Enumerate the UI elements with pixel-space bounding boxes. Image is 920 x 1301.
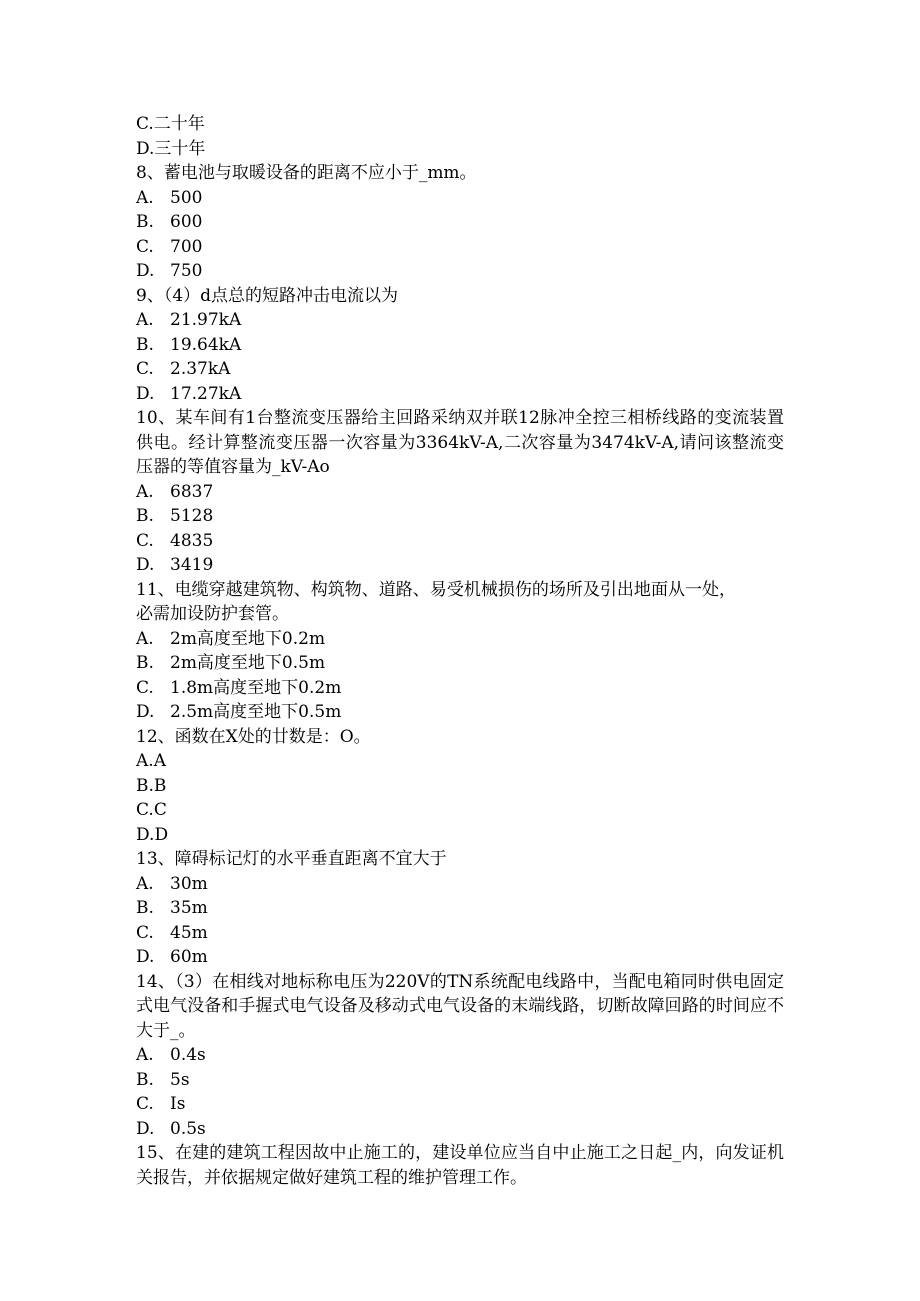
option-text: Is: [170, 1094, 186, 1114]
option-line: [136, 357, 784, 382]
option-letter: A.: [136, 628, 154, 649]
option-text: D: [154, 824, 169, 845]
option-letter: B.: [136, 898, 154, 918]
question-stem: 15、在建的建筑工程因故中止施工的，建设单位应当自中止施工之日起_内，向发证机关报告，并依据规定做好建筑工程的维护管理工作。: [136, 1143, 784, 1188]
option-text: 5128: [170, 506, 214, 526]
option-letter: D.: [136, 702, 155, 722]
option-line: [136, 700, 784, 725]
option-line: [136, 333, 784, 358]
option-letter: C.: [136, 530, 154, 551]
question-stem: 10、某车间有1台整流变压器给主回路采纳双并联12脉冲全控三相桥线路的变流装置供电。经计算整流变压器一次容量为3364kV-A,二次容量为3474kV-A,请问该整流变压器的等值容量为_kV-Ao: [136, 408, 784, 477]
option-line: [136, 1068, 784, 1093]
document-page: [136, 112, 784, 1190]
option-text: 4835: [170, 530, 214, 551]
option-text: 45m: [170, 922, 208, 943]
option-letter: A.: [136, 481, 154, 502]
option-text: 17.27kA: [170, 383, 242, 404]
option-letter: B.: [136, 775, 154, 796]
option-text: B: [153, 775, 167, 796]
option-line: [136, 798, 784, 823]
question-stem: 13、障碍标记灯的水平垂直距离不宜大于: [136, 849, 447, 869]
option-letter: C.: [136, 800, 154, 820]
option-text: 0.4s: [170, 1045, 206, 1065]
option-text: 3419: [170, 555, 214, 575]
option-text: 2m高度至地下0.2m: [170, 628, 326, 649]
option-letter: A.: [136, 751, 154, 771]
option-letter: A.: [136, 187, 154, 208]
option-line: [136, 676, 784, 701]
option-line: [136, 210, 784, 235]
question-stem: 12、函数在X处的廿数是：O。: [136, 726, 371, 747]
option-letter: C.: [136, 922, 154, 943]
option-line: [136, 1117, 784, 1142]
option-line: [136, 480, 784, 505]
option-letter: A.: [136, 873, 154, 894]
option-letter: B.: [136, 334, 154, 355]
option-line: [136, 504, 784, 529]
option-letter: B.: [136, 212, 154, 232]
option-line: [136, 872, 784, 897]
question-stem: 9、（4）d点总的短路冲击电流以为: [136, 285, 399, 306]
option-letter: D.: [136, 1118, 155, 1139]
option-letter: D.: [136, 383, 155, 404]
option-text: 500: [170, 187, 203, 208]
option-line: D.三十年: [136, 138, 206, 159]
option-text: 19.64kA: [170, 334, 242, 355]
option-letter: D.: [136, 824, 155, 845]
option-line: [136, 749, 784, 774]
option-text: C: [153, 800, 167, 820]
option-line: [136, 896, 784, 921]
option-line: [136, 1092, 784, 1117]
option-letter: A.: [136, 1045, 154, 1065]
option-letter: D.: [136, 261, 155, 281]
option-text: 2.37kA: [170, 359, 231, 379]
option-letter: B.: [136, 506, 154, 526]
option-line: C.二十年: [136, 114, 205, 134]
option-line: [136, 529, 784, 554]
question-stem: 11、电缆穿越建筑物、构筑物、道路、易受机械损伤的场所及引出地面从一处，必需加设防护套管。: [136, 579, 736, 624]
option-letter: B.: [136, 653, 154, 673]
option-letter: B.: [136, 1069, 154, 1090]
option-letter: D.: [136, 947, 155, 967]
option-line: [136, 186, 784, 211]
option-text: 600: [170, 212, 203, 232]
option-text: A: [153, 751, 166, 771]
option-text: 6837: [170, 481, 214, 502]
option-line: [136, 382, 784, 407]
option-line: [136, 945, 784, 970]
option-line: [136, 308, 784, 333]
option-line: [136, 651, 784, 676]
option-line: [136, 259, 784, 284]
option-text: 1.8m高度至地下0.2m: [170, 677, 342, 698]
option-text: 2m高度至地下0.5m: [170, 653, 326, 673]
option-text: 0.5s: [170, 1118, 206, 1139]
option-letter: A.: [136, 310, 154, 330]
option-line: [136, 553, 784, 578]
question-stem: 8、蓄电池与取暖设备的距离不应小于_mm。: [136, 163, 477, 183]
option-text: 35m: [170, 898, 208, 918]
option-letter: D.: [136, 555, 155, 575]
option-text: 60m: [170, 947, 208, 967]
option-text: 2.5m高度至地下0.5m: [170, 702, 342, 722]
option-text: 750: [170, 261, 203, 281]
option-line: [136, 823, 784, 848]
option-line: [136, 235, 784, 260]
option-text: 5s: [170, 1069, 190, 1090]
option-letter: C.: [136, 677, 154, 698]
option-letter: C.: [136, 359, 154, 379]
option-text: 700: [170, 236, 203, 257]
question-stem: 14、（3）在相线对地标称电压为220V的TN系统配电线路中，当配电箱同时供电固定式电气没备和手握式电气设备及移动式电气设备的末端线路，切断故障回路的时间应不大于_。: [136, 971, 784, 1041]
option-text: 21.97kA: [170, 310, 242, 330]
option-line: [136, 921, 784, 946]
option-line: [136, 1043, 784, 1068]
option-line: [136, 774, 784, 799]
option-line: [136, 627, 784, 652]
option-letter: C.: [136, 1094, 154, 1114]
option-letter: C.: [136, 236, 154, 257]
option-text: 30m: [170, 873, 208, 894]
